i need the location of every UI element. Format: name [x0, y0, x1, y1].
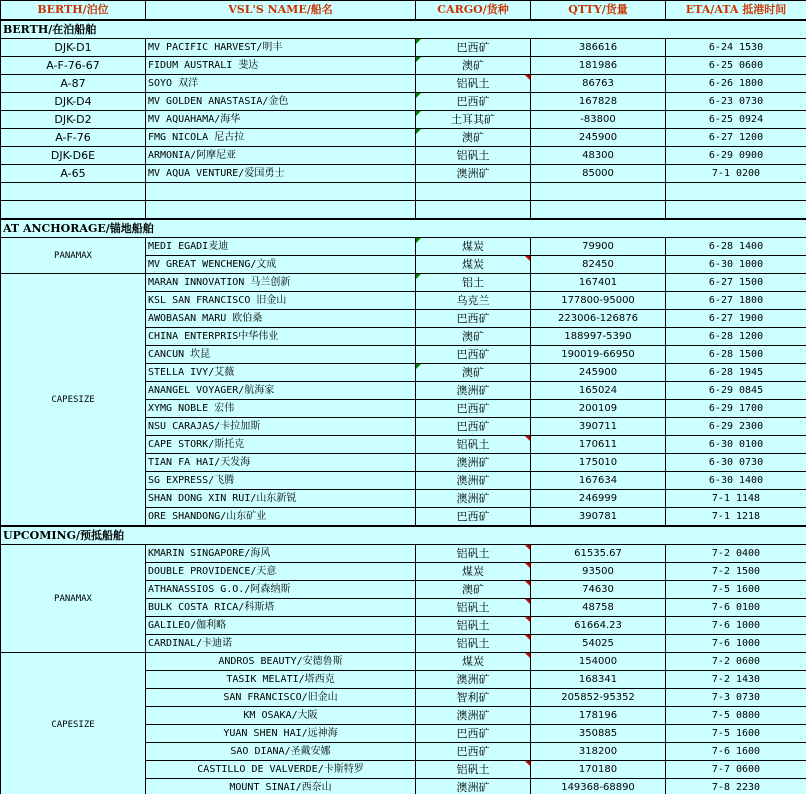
quantity-cell[interactable]: 318200 [531, 743, 666, 761]
quantity-cell[interactable]: 390781 [531, 508, 666, 527]
eta-cell[interactable]: 6-28 1200 [666, 328, 806, 346]
section-title[interactable]: UPCOMING/预抵船舶 [1, 526, 806, 545]
cargo-cell[interactable]: 铝矾土 [416, 436, 531, 454]
eta-cell[interactable]: 7-3 0730 [666, 689, 806, 707]
vessel-name-cell[interactable]: NSU CARAJAS/卡拉加斯 [146, 418, 416, 436]
comment-indicator-red [525, 653, 530, 658]
quantity-cell[interactable]: 223006-126876 [531, 310, 666, 328]
berth-cell[interactable]: A-F-76-67 [1, 57, 146, 75]
quantity-cell[interactable]: 149368-68890 [531, 779, 666, 794]
vessel-name-cell[interactable] [146, 183, 416, 201]
comment-indicator-red [525, 256, 530, 261]
vessel-name-cell[interactable]: CARDINAL/卡迪诺 [146, 635, 416, 653]
table-body [1, 20, 806, 794]
vessel-name-cell[interactable]: SG EXPRESS/飞腾 [146, 472, 416, 490]
quantity-cell[interactable]: 54025 [531, 635, 666, 653]
table-row [1, 39, 806, 57]
vessel-name-cell[interactable]: TIAN FA HAI/天发海 [146, 454, 416, 472]
quantity-cell[interactable]: 190019-66950 [531, 346, 666, 364]
vessel-name-cell[interactable]: CHINA ENTERPRIS中华伟业 [146, 328, 416, 346]
quantity-cell[interactable]: 181986 [531, 57, 666, 75]
cargo-cell[interactable]: 铝矾土 [416, 761, 531, 779]
eta-cell[interactable]: 7-5 0800 [666, 707, 806, 725]
vessel-name-cell[interactable]: MV AQUAHAMA/海华 [146, 111, 416, 129]
header-quantity[interactable]: QTTY/货量 [531, 1, 666, 21]
eta-cell[interactable]: 7-2 1500 [666, 563, 806, 581]
quantity-cell[interactable]: 167828 [531, 93, 666, 111]
cargo-cell[interactable]: 澳矿 [416, 129, 531, 147]
vessel-name-cell[interactable]: ANDROS BEAUTY/安德鲁斯 [146, 653, 416, 671]
header-berth[interactable]: BERTH/泊位 [1, 1, 146, 21]
cargo-cell[interactable]: 巴西矿 [416, 39, 531, 57]
eta-cell[interactable]: 6-25 0924 [666, 111, 806, 129]
quantity-cell[interactable]: 170611 [531, 436, 666, 454]
vessel-class-cell[interactable]: PANAMAX [1, 238, 146, 274]
cargo-cell[interactable]: 澳洲矿 [416, 707, 531, 725]
vessel-name-cell[interactable]: KSL SAN FRANCISCO 旧金山 [146, 292, 416, 310]
eta-cell[interactable]: 7-2 0400 [666, 545, 806, 563]
eta-cell[interactable]: 7-6 0100 [666, 599, 806, 617]
quantity-cell[interactable]: 386616 [531, 39, 666, 57]
comment-indicator-red [525, 75, 530, 80]
eta-cell[interactable]: 7-1 1218 [666, 508, 806, 527]
eta-cell[interactable]: 6-23 0730 [666, 93, 806, 111]
quantity-cell[interactable]: 79900 [531, 238, 666, 256]
cargo-cell[interactable]: 铝矾土 [416, 617, 531, 635]
berth-cell[interactable]: DJK-D6E [1, 147, 146, 165]
cargo-cell[interactable]: 铝土 [416, 274, 531, 292]
eta-cell[interactable]: 6-29 0900 [666, 147, 806, 165]
vessel-name-cell[interactable]: BULK COSTA RICA/科斯塔 [146, 599, 416, 617]
vessel-name-cell[interactable]: DOUBLE PROVIDENCE/天意 [146, 563, 416, 581]
cargo-cell[interactable]: 土耳其矿 [416, 111, 531, 129]
quantity-cell[interactable]: 74630 [531, 581, 666, 599]
quantity-cell[interactable]: 154000 [531, 653, 666, 671]
vessel-name-cell[interactable]: SAO DIANA/圣戴安娜 [146, 743, 416, 761]
eta-cell[interactable]: 7-6 1600 [666, 743, 806, 761]
eta-cell[interactable]: 7-2 0600 [666, 653, 806, 671]
vessel-class-cell[interactable]: CAPESIZE [1, 274, 146, 527]
section-title[interactable]: AT ANCHORAGE/锚地船舶 [1, 219, 806, 238]
quantity-cell[interactable]: 165024 [531, 382, 666, 400]
cell-indicator-green [416, 57, 421, 62]
eta-cell[interactable]: 7-2 1430 [666, 671, 806, 689]
eta-cell[interactable]: 7-7 0600 [666, 761, 806, 779]
vessel-name-cell[interactable]: TASIK MELATI/塔西克 [146, 671, 416, 689]
eta-cell[interactable]: 6-27 1900 [666, 310, 806, 328]
header-vessel-name[interactable]: VSL'S NAME/船名 [146, 1, 416, 21]
cargo-cell[interactable]: 巴西矿 [416, 725, 531, 743]
cargo-cell[interactable]: 铝矾土 [416, 599, 531, 617]
cargo-cell[interactable]: 巴西矿 [416, 508, 531, 527]
vessel-name-cell[interactable]: MEDI EGADI麦迪 [146, 238, 416, 256]
vessel-name-cell[interactable]: ORE SHANDONG/山东矿业 [146, 508, 416, 527]
table-row [1, 111, 806, 129]
vessel-name-cell[interactable]: MARAN INNOVATION 马兰创新 [146, 274, 416, 292]
cargo-cell[interactable]: 铝矾土 [416, 545, 531, 563]
vessel-name-cell[interactable]: KM OSAKA/大阪 [146, 707, 416, 725]
eta-cell[interactable]: 7-5 1600 [666, 725, 806, 743]
comment-indicator-red [525, 761, 530, 766]
quantity-cell[interactable]: 48300 [531, 147, 666, 165]
eta-cell[interactable]: 6-30 1000 [666, 256, 806, 274]
comment-indicator-red [525, 436, 530, 441]
section-title[interactable]: BERTH/在泊船舶 [1, 20, 806, 39]
quantity-cell[interactable]: 246999 [531, 490, 666, 508]
cargo-cell[interactable] [416, 201, 531, 220]
quantity-cell[interactable]: 350885 [531, 725, 666, 743]
vessel-name-cell[interactable] [146, 201, 416, 220]
eta-cell[interactable]: 6-29 0845 [666, 382, 806, 400]
cargo-cell[interactable]: 铝矾土 [416, 635, 531, 653]
comment-indicator-red [525, 599, 530, 604]
berth-cell[interactable]: A-87 [1, 75, 146, 93]
quantity-cell[interactable] [531, 201, 666, 220]
cargo-cell[interactable]: 铝矾土 [416, 147, 531, 165]
vessel-name-cell[interactable]: SAN FRANCISCO/旧金山 [146, 689, 416, 707]
cargo-cell[interactable]: 澳洲矿 [416, 472, 531, 490]
section-header-row [1, 526, 806, 545]
cargo-cell[interactable]: 煤炭 [416, 238, 531, 256]
comment-indicator-red [525, 545, 530, 550]
eta-cell[interactable]: 6-30 0100 [666, 436, 806, 454]
cell-indicator-green [416, 364, 421, 369]
eta-cell[interactable]: 6-30 0730 [666, 454, 806, 472]
header-cargo[interactable]: CARGO/货种 [416, 1, 531, 21]
cargo-cell[interactable]: 巴西矿 [416, 418, 531, 436]
vessel-name-cell[interactable]: ANANGEL VOYAGER/航海家 [146, 382, 416, 400]
section-header-row [1, 20, 806, 39]
table-row [1, 183, 806, 201]
comment-indicator-red [525, 581, 530, 586]
section-header-row [1, 219, 806, 238]
vessel-name-cell[interactable]: SHAN DONG XIN RUI/山东新锐 [146, 490, 416, 508]
eta-cell[interactable]: 6-28 1500 [666, 346, 806, 364]
cargo-cell[interactable]: 巴西矿 [416, 743, 531, 761]
header-eta[interactable]: ETA/ATA 抵港时间 [666, 1, 806, 21]
quantity-cell[interactable]: 168341 [531, 671, 666, 689]
vessel-name-cell[interactable]: STELLA IVY/艾薇 [146, 364, 416, 382]
vessel-name-cell[interactable]: CAPE STORK/斯托克 [146, 436, 416, 454]
eta-cell[interactable]: 6-29 1700 [666, 400, 806, 418]
cell-indicator-green [416, 39, 421, 44]
cargo-cell[interactable]: 澳洲矿 [416, 382, 531, 400]
vessel-name-cell[interactable]: MOUNT SINAI/西奈山 [146, 779, 416, 794]
quantity-cell[interactable]: 177800-95000 [531, 292, 666, 310]
eta-cell[interactable]: 6-28 1945 [666, 364, 806, 382]
comment-indicator-red [525, 563, 530, 568]
vessel-name-cell[interactable]: MV AQUA VENTURE/爱国勇士 [146, 165, 416, 183]
vessel-name-cell[interactable]: CANCUN 坎昆 [146, 346, 416, 364]
quantity-cell[interactable]: 85000 [531, 165, 666, 183]
table-row [1, 93, 806, 111]
eta-cell[interactable]: 7-1 1148 [666, 490, 806, 508]
cargo-cell[interactable]: 澳洲矿 [416, 165, 531, 183]
cargo-cell[interactable]: 澳矿 [416, 328, 531, 346]
quantity-cell[interactable]: 167634 [531, 472, 666, 490]
comment-indicator-red [525, 617, 530, 622]
quantity-cell[interactable]: 175010 [531, 454, 666, 472]
eta-cell[interactable]: 7-8 2230 [666, 779, 806, 794]
eta-cell[interactable]: 6-27 1800 [666, 292, 806, 310]
vessel-name-cell[interactable]: XYMG NOBLE 宏伟 [146, 400, 416, 418]
quantity-cell[interactable]: 167401 [531, 274, 666, 292]
quantity-cell[interactable]: 390711 [531, 418, 666, 436]
table-row [1, 165, 806, 183]
table-row [1, 238, 806, 256]
cell-indicator-green [416, 129, 421, 134]
quantity-cell[interactable]: 48758 [531, 599, 666, 617]
cargo-cell[interactable]: 澳矿 [416, 57, 531, 75]
quantity-cell[interactable]: -83800 [531, 111, 666, 129]
vessel-name-cell[interactable]: CASTILLO DE VALVERDE/卡斯特罗 [146, 761, 416, 779]
cargo-cell[interactable]: 澳洲矿 [416, 671, 531, 689]
quantity-cell[interactable]: 178196 [531, 707, 666, 725]
eta-cell[interactable]: 7-5 1600 [666, 581, 806, 599]
quantity-cell[interactable]: 188997-5390 [531, 328, 666, 346]
berth-cell[interactable] [1, 201, 146, 220]
cell-indicator-green [416, 238, 421, 243]
vessel-name-cell[interactable]: MV GOLDEN ANASTASIA/金色 [146, 93, 416, 111]
eta-cell[interactable] [666, 201, 806, 220]
quantity-cell[interactable]: 170180 [531, 761, 666, 779]
vessel-name-cell[interactable]: FIDUM AUSTRALI 斐达 [146, 57, 416, 75]
vessel-name-cell[interactable]: ATHANASSIOS G.O./阿森纳斯 [146, 581, 416, 599]
berth-cell[interactable]: DJK-D4 [1, 93, 146, 111]
cargo-cell[interactable]: 澳洲矿 [416, 454, 531, 472]
quantity-cell[interactable]: 86763 [531, 75, 666, 93]
cargo-cell[interactable]: 澳洲矿 [416, 490, 531, 508]
table-row [1, 147, 806, 165]
vessel-name-cell[interactable]: FMG NICOLA 尼古拉 [146, 129, 416, 147]
eta-cell[interactable]: 6-25 0600 [666, 57, 806, 75]
eta-cell[interactable]: 6-27 1200 [666, 129, 806, 147]
cargo-cell[interactable]: 巴西矿 [416, 310, 531, 328]
table-row [1, 653, 806, 671]
eta-cell[interactable]: 7-6 1000 [666, 617, 806, 635]
vessel-name-cell[interactable]: SOYO 双洋 [146, 75, 416, 93]
vessel-name-cell[interactable]: GALILEO/伽利略 [146, 617, 416, 635]
quantity-cell[interactable]: 61664.23 [531, 617, 666, 635]
cargo-cell[interactable]: 煤炭 [416, 256, 531, 274]
eta-cell[interactable]: 6-27 1500 [666, 274, 806, 292]
vessel-name-cell[interactable]: YUAN SHEN HAI/远神海 [146, 725, 416, 743]
cargo-cell[interactable] [416, 183, 531, 201]
berth-cell[interactable]: A-65 [1, 165, 146, 183]
cell-indicator-green [416, 274, 421, 279]
quantity-cell[interactable]: 93500 [531, 563, 666, 581]
quantity-cell[interactable] [531, 183, 666, 201]
cargo-cell[interactable]: 乌克兰 [416, 292, 531, 310]
quantity-cell[interactable]: 205852-95352 [531, 689, 666, 707]
vessel-name-cell[interactable]: AWOBASAN MARU 欧伯桑 [146, 310, 416, 328]
eta-cell[interactable]: 6-24 1530 [666, 39, 806, 57]
quantity-cell[interactable]: 82450 [531, 256, 666, 274]
table-row [1, 129, 806, 147]
cargo-cell[interactable]: 铝矾土 [416, 75, 531, 93]
eta-cell[interactable]: 7-1 0200 [666, 165, 806, 183]
vessel-name-cell[interactable]: ARMONIA/阿摩尼亚 [146, 147, 416, 165]
vessel-name-cell[interactable]: MV GREAT WENCHENG/文成 [146, 256, 416, 274]
table-row [1, 545, 806, 563]
vessel-class-cell[interactable]: PANAMAX [1, 545, 146, 653]
cargo-cell[interactable]: 煤炭 [416, 653, 531, 671]
cargo-cell[interactable]: 澳洲矿 [416, 779, 531, 794]
header-row [1, 1, 806, 21]
cargo-cell[interactable]: 煤炭 [416, 563, 531, 581]
cargo-cell[interactable]: 巴西矿 [416, 400, 531, 418]
eta-cell[interactable]: 6-28 1400 [666, 238, 806, 256]
table-row [1, 57, 806, 75]
eta-cell[interactable]: 6-29 2300 [666, 418, 806, 436]
berth-cell[interactable]: A-F-76 [1, 129, 146, 147]
vessel-name-cell[interactable]: MV PACIFIC HARVEST/明丰 [146, 39, 416, 57]
quantity-cell[interactable]: 61535.67 [531, 545, 666, 563]
cargo-cell[interactable]: 智利矿 [416, 689, 531, 707]
quantity-cell[interactable]: 200109 [531, 400, 666, 418]
table-row [1, 201, 806, 220]
vessel-class-cell[interactable]: CAPESIZE [1, 653, 146, 794]
table-row [1, 274, 806, 292]
berth-cell[interactable]: DJK-D2 [1, 111, 146, 129]
cell-indicator-green [416, 111, 421, 116]
table-row [1, 75, 806, 93]
cargo-cell[interactable]: 澳矿 [416, 581, 531, 599]
cell-indicator-green [416, 93, 421, 98]
quantity-cell[interactable]: 245900 [531, 364, 666, 382]
eta-cell[interactable] [666, 183, 806, 201]
cargo-cell[interactable]: 巴西矿 [416, 93, 531, 111]
cargo-cell[interactable]: 巴西矿 [416, 346, 531, 364]
berth-cell[interactable]: DJK-D1 [1, 39, 146, 57]
berth-cell[interactable] [1, 183, 146, 201]
eta-cell[interactable]: 7-6 1000 [666, 635, 806, 653]
eta-cell[interactable]: 6-30 1400 [666, 472, 806, 490]
eta-cell[interactable]: 6-26 1800 [666, 75, 806, 93]
comment-indicator-red [525, 635, 530, 640]
cargo-cell[interactable]: 澳矿 [416, 364, 531, 382]
quantity-cell[interactable]: 245900 [531, 129, 666, 147]
vessel-name-cell[interactable]: KMARIN SINGAPORE/海风 [146, 545, 416, 563]
